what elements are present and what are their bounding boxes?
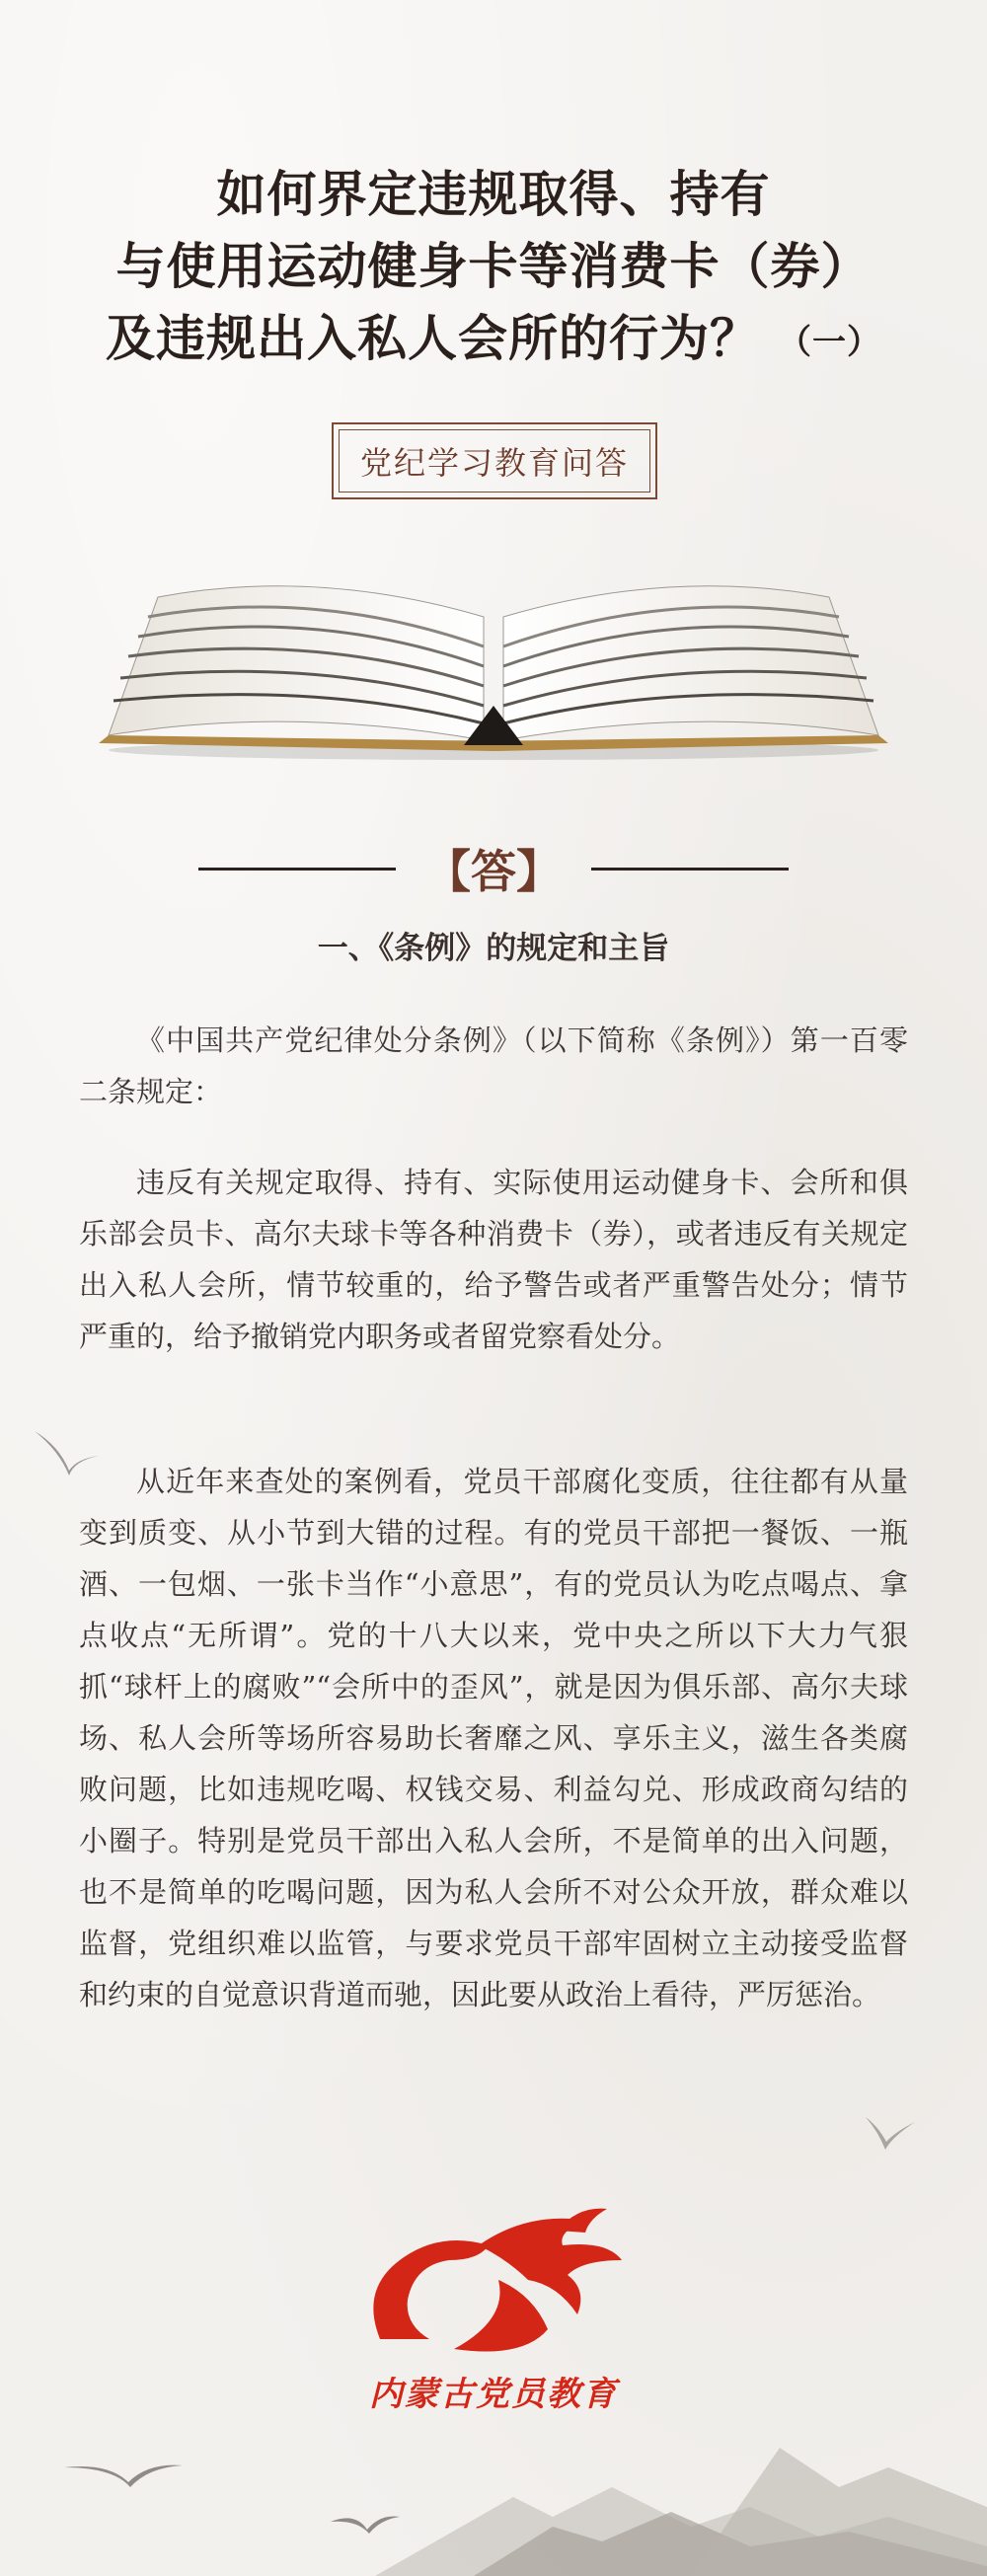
answer-label: 【答】 [425, 845, 562, 898]
party-education-logo-icon [360, 2201, 627, 2369]
section-heading: 一、《条例》的规定和主旨 [317, 931, 670, 966]
divider-line-right [591, 868, 789, 871]
title-line-3 [0, 302, 987, 379]
answer-divider [0, 829, 987, 908]
paragraph-1: 《中国共产党纪律处分条例》（以下简称《条例》）第一百零二条规定： [79, 1023, 908, 1108]
logo-text: 内蒙古党员教育 [369, 2375, 618, 2414]
divider-line-left [198, 868, 396, 871]
mountains-icon [0, 2428, 987, 2576]
title-suffix: （一） [778, 322, 881, 362]
page-title [0, 158, 987, 379]
category-badge: 党纪学习教育问答 [332, 422, 657, 499]
open-book-icon [89, 558, 898, 765]
title-line-2: 与使用运动健身卡等消费卡（券） [115, 237, 872, 295]
title-line-3-text: 及违规出入私人会所的行为？ [106, 309, 760, 367]
bird-icon [30, 1421, 109, 1500]
paragraph-3: 从近年来查处的案例看，党员干部腐化变质，往往都有从量变到质变、从小节到大错的过程。有的党员干部把一餐饭、一瓶酒、一包烟、一张卡当作“小意思”，有的党员认为吃点喝点、拿点收点“无所谓”。党的十八大以来，党中央之所以下大力气狠抓“球杆上的腐败”“会所中的歪风”，就是因为俱乐部、高尔夫球场、私人会所等场所容易助长奢靡之风、享乐主义，滋生各类腐败问题，比如违规吃喝、权钱交易、利益勾兑、形成政商勾结的小圈子。特别是党员干部出入私人会所，不是简单的出入问题，也不是简单的吃喝问题，因为私人会所不对公众开放，群众难以监督，党组织难以监管，与要求党员干部牢固树立主动接受监督和约束的自觉意识背道而驰，因此要从政治上看待，严厉惩治。 [79, 1465, 908, 2011]
paragraph-2: 违反有关规定取得、持有、实际使用运动健身卡、会所和俱乐部会员卡、高尔夫球卡等各种消费卡（券），或者违反有关规定出入私人会所，情节较重的，给予警告或者严重警告处分；情节严重的，给予撤销党内职务或者留党察看处分。 [79, 1166, 908, 1353]
title-line-1: 如何界定违规取得、持有 [216, 165, 771, 223]
bird-icon [861, 2112, 920, 2161]
